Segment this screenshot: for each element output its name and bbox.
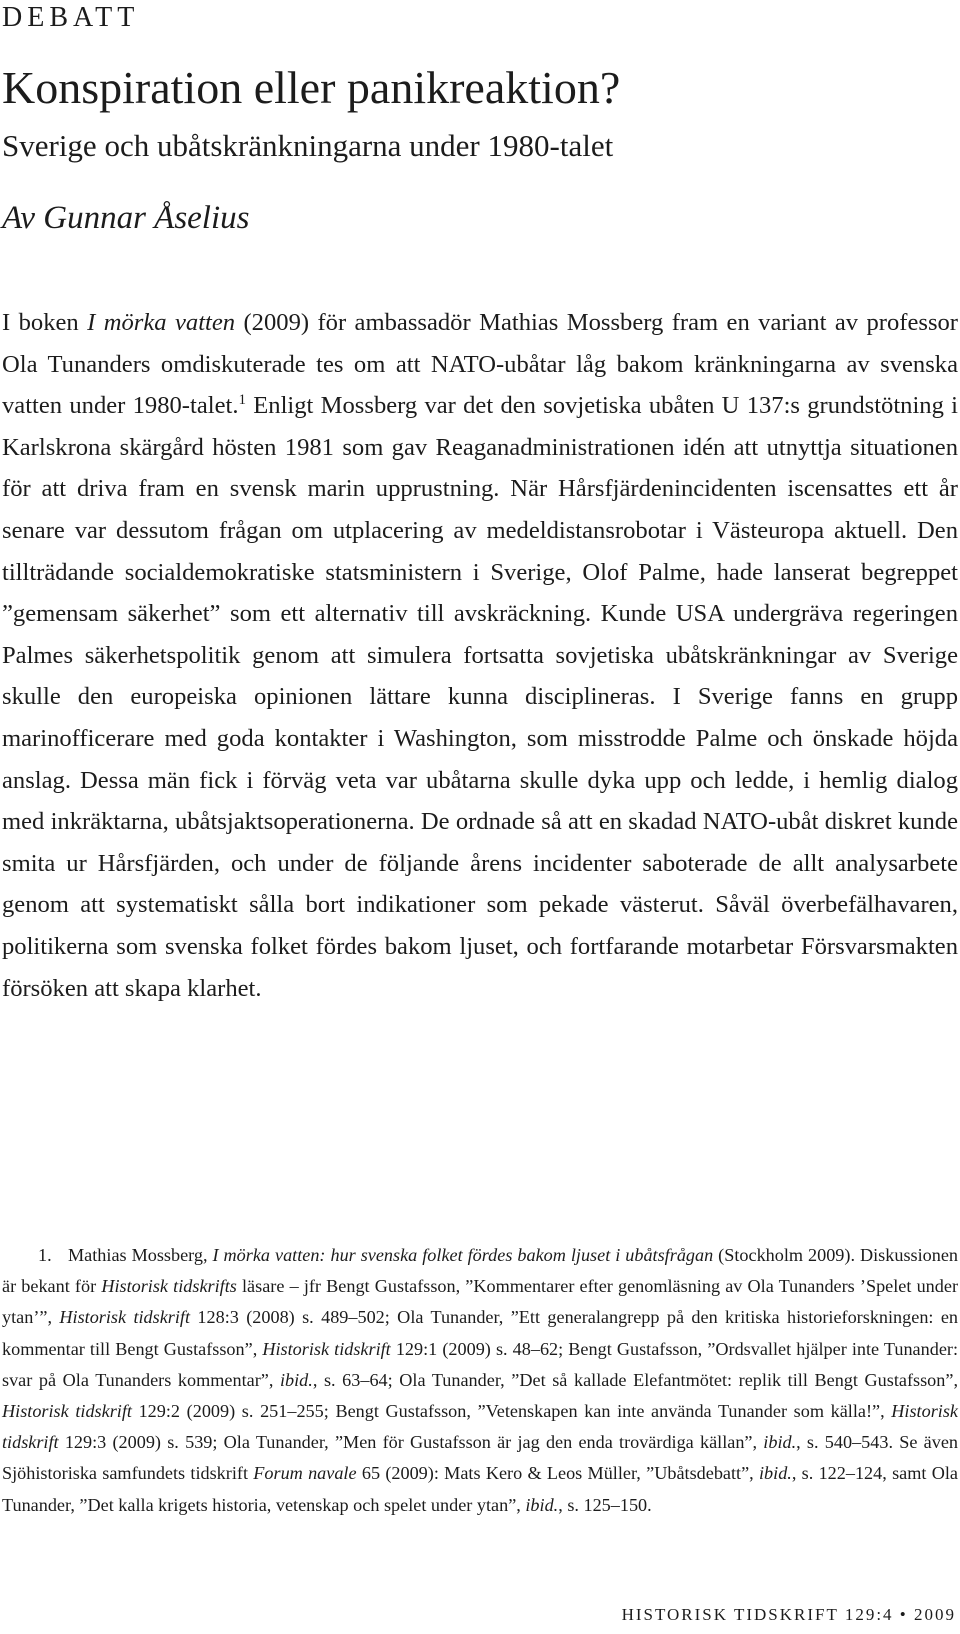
- footnote-text: , s. 122–124, samt Ola Tunander, ”Det kalla krigets historia, vetenskap och spelet under ytan”,: [2, 1463, 958, 1515]
- footnote-text: , s. 63–64; Ola Tunander, ”Det så kallade Elefantmötet: replik till Bengt Gustafsson”,: [312, 1369, 958, 1390]
- footnote: [2, 1240, 958, 1521]
- body-text: Enligt Mossberg var det den sovjetiska ubåten U 137:s grundstötning i Karlskrona skärgård hösten 1981 som gav Reaganadministrationen idén att utnyttja situationen för att driva fram en svensk marin upprustning. När Hårsfjärdenincidenten iscensattes ett år senare var dessutom frågan om utplacering av medeldistansrobotar i Västeuropa aktuell. Den tillträdande socialdemokratiske statsministern i Sverige, Olof Palme, hade lanserat begreppet ”gemensam säkerhet” som ett alternativ till avskräckning. Kunde USA undergräva regeringen Palmes säkerhetspolitik genom att simulera fortsatta sovjetiska ubåtskränkningar av Sverige skulle den europeiska opinionen lättare kunna disciplineras. I Sverige fanns en grupp marinofficerare med goda kontakter i Washington, som misstrodde Palme och önskade höjda anslag. Dessa män fick i förväg veta var ubåtarna skulle dyka upp och ledde, i hemlig dialog med inkräktarna, ubåtsjaktsoperationerna. De ordnade så att en skadad NATO-ubåt diskret kunde smita ur Hårsfjärden, och under de följande årens incidenter saboterade de allt analysarbete genom att systematiskt sålla bort indikationer som pekade västerut. Såväl överbefälhavaren, politikerna som svenska folket fördes bakom ljuset, och fortfarande motarbetar Försvarsmakten försöken att skapa klarhet.: [2, 392, 958, 1002]
- footnote-italic: Historisk tidskrift: [2, 1401, 132, 1422]
- footnote-italic: Historisk tidskrifts: [101, 1276, 237, 1297]
- footnote-ref[interactable]: 1: [238, 392, 246, 409]
- footnote-italic: ibid.: [759, 1463, 792, 1484]
- footnote-text: 129:3 (2009) s. 539; Ola Tunander, ”Men för Gustafsson är jag den enda trovärdiga källan”,: [58, 1432, 764, 1453]
- body-paragraph: [2, 302, 958, 1009]
- footnote-italic: ibid.: [525, 1494, 559, 1515]
- footnote-text: (Stockholm 2009). Diskussionen är bekant för: [2, 1245, 959, 1297]
- footnote-text: 65 (2009): Mats Kero & Leos Müller, ”Ubåtsdebatt”,: [356, 1463, 759, 1484]
- footnote-text: , s. 540–543. Se även Sjöhistoriska samfundets tidskrift: [2, 1432, 958, 1484]
- article-subtitle: Sverige och ubåtskränkningarna under 1980-talet: [2, 128, 614, 163]
- body-text: I boken: [2, 309, 88, 336]
- footnote-italic: Historisk tidskrift: [262, 1338, 391, 1359]
- byline: Av Gunnar Åselius: [2, 200, 250, 236]
- running-footer: HISTORISK TIDSKRIFT 129:4 • 2009: [621, 1605, 956, 1624]
- footnote-text: 129:2 (2009) s. 251–255; Bengt Gustafsson, ”Vetenskapen kan inte använda Tunander som källa!”,: [131, 1401, 892, 1422]
- section-label: DEBATT: [2, 2, 140, 33]
- article-title: Konspiration eller panikreaktion?: [2, 62, 621, 113]
- footnote-italic: Historisk tidskrift: [2, 1401, 958, 1453]
- footnote-text: 129:1 (2009) s. 48–62; Bengt Gustafsson, ”Ordsvallet hjälper inte Tunander: svar på Ola Tunanders kommentar”,: [2, 1338, 959, 1390]
- footnote-text: 128:3 (2008) s. 489–502; Ola Tunander, ”Ett generalangrepp på den kritiska historieforskningen: en kommentar till Bengt Gustafsson”,: [2, 1307, 959, 1359]
- footnote-italic: I mörka vatten: hur svenska folket fördes bakom ljuset i ubåtsfrågan: [212, 1245, 714, 1265]
- footnote-text: Mathias Mossberg,: [68, 1245, 213, 1265]
- footnote-italic: ibid.: [279, 1369, 313, 1390]
- footnote-text: läsare – jfr Bengt Gustafsson, ”Kommentarer efter genomläsning av Ola Tunanders ’Spelet under ytan’”,: [2, 1276, 959, 1328]
- footnote-italic: Historisk tidskrift: [59, 1307, 191, 1328]
- body-text: (2009) för ambassadör Mathias Mossberg fram en variant av professor Ola Tunanders omdiskuterade tes om att NATO-ubåtar låg bakom kränkningarna av svenska vatten under 1980-talet.: [2, 309, 958, 420]
- footnote-number: 1.: [38, 1245, 52, 1265]
- book-title: I mörka vatten: [87, 309, 236, 336]
- footnote-italic: Forum navale: [253, 1463, 357, 1484]
- footnote-text: , s. 125–150.: [558, 1494, 652, 1515]
- footnote-italic: ibid.: [763, 1432, 797, 1453]
